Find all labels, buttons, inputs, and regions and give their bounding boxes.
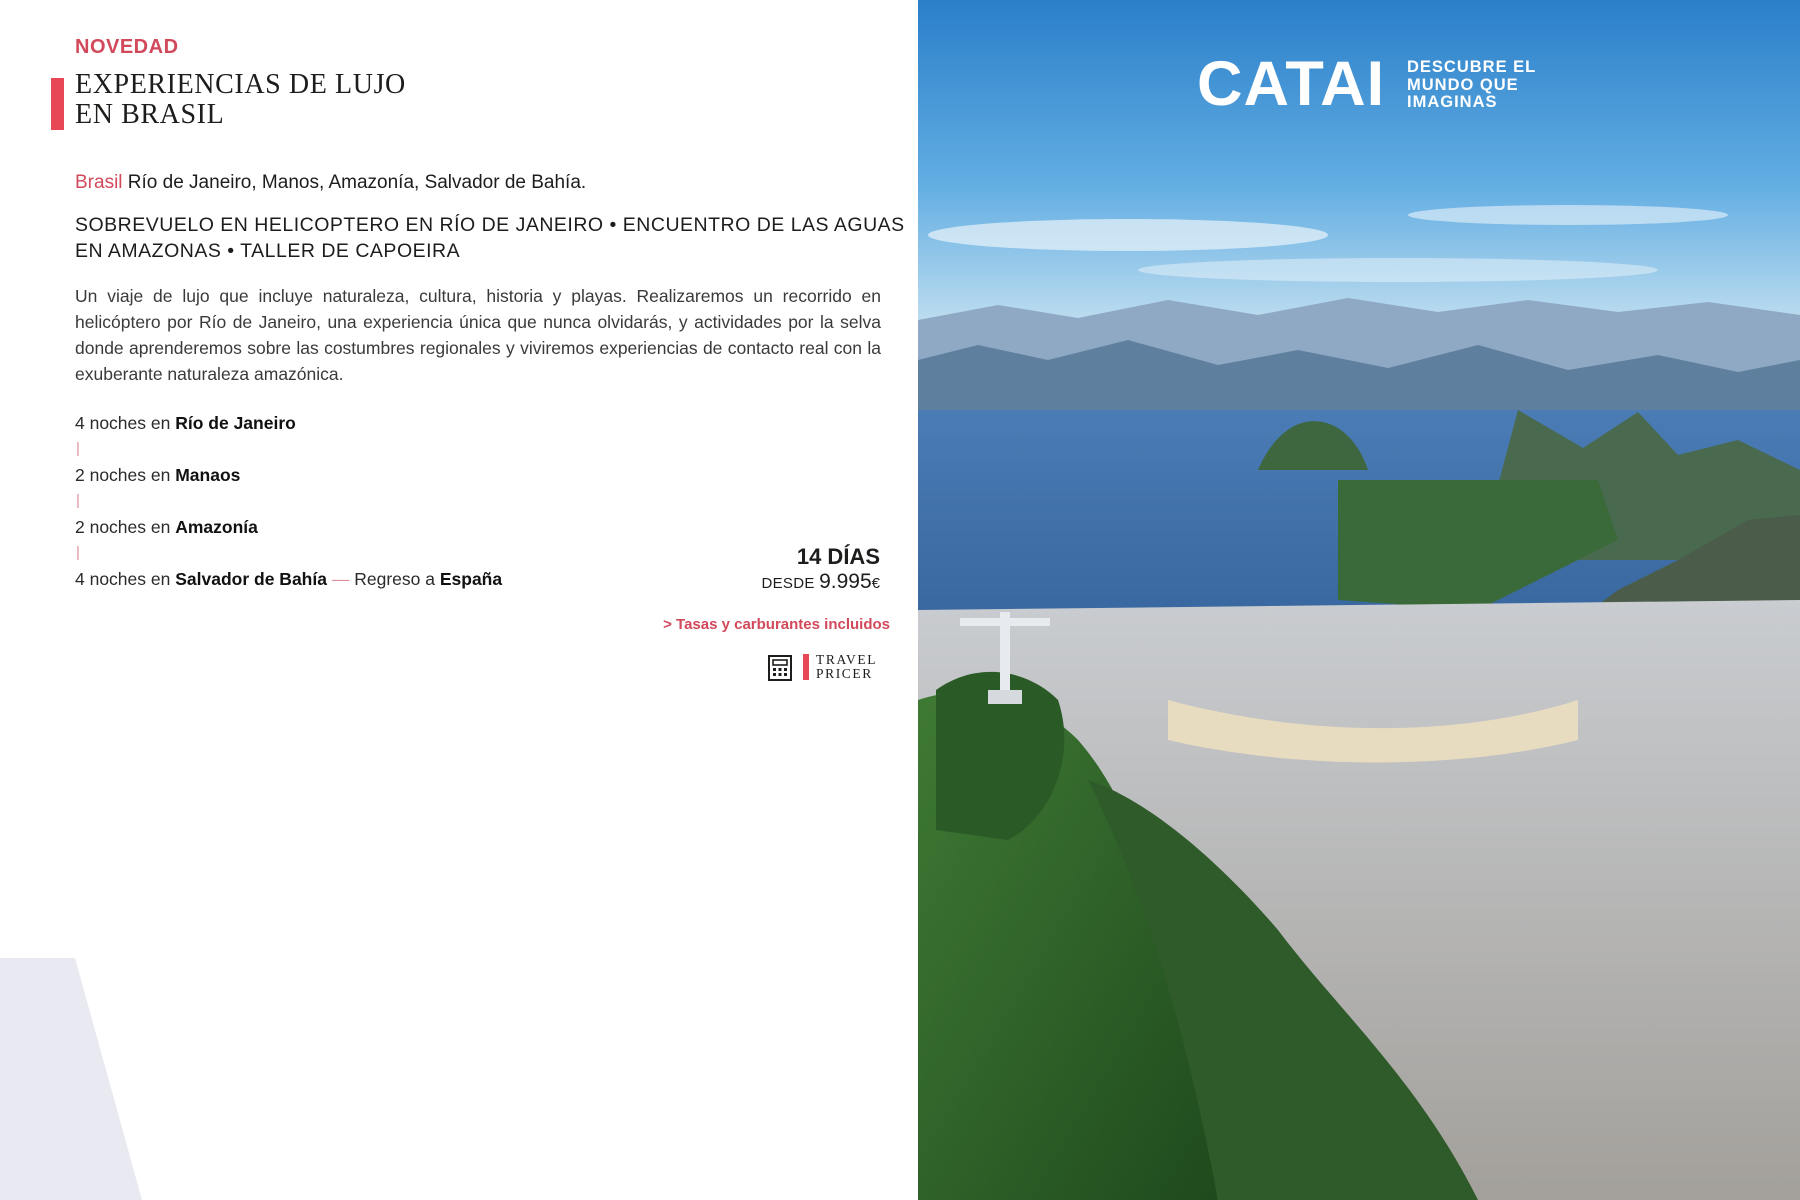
itinerary-stop	[75, 514, 502, 540]
description: Un viaje de lujo que incluye naturaleza, cultura, historia y playas. Realizaremos un recorrido en helicóptero por Río de Janeiro, una experiencia única que nunca olvidarás, y actividades por la selva donde aprenderemos sobre las costumbres regionales y viviremos experiencias de contacto real con la exuberante naturaleza amazónica.	[75, 286, 881, 384]
route-country: Brasil	[75, 172, 123, 193]
brand-name: CATAI	[1197, 49, 1386, 119]
stop-nights: 4 noches en	[75, 569, 171, 589]
price-from-label: DESDE	[761, 575, 815, 592]
route-cities: Río de Janeiro, Manos, Amazonía, Salvador de Bahía.	[127, 172, 587, 193]
return-label: Regreso a	[354, 569, 435, 589]
photo-illustration	[918, 0, 1800, 1200]
travel-pricer-button[interactable]	[768, 652, 880, 682]
stop-nights: 2 noches en	[75, 517, 171, 537]
brand-tagline-line-2: MUNDO QUE	[1407, 75, 1519, 94]
highlight-line-2: EN AMAZONAS • TALLER DE CAPOEIRA	[75, 240, 461, 262]
itinerary-separator: |	[76, 492, 80, 509]
pricer-line-2: PRICER	[816, 666, 873, 681]
brand-tagline-line-1: DESCUBRE EL	[1407, 58, 1537, 76]
page-title	[75, 70, 406, 130]
itinerary-stop	[75, 566, 502, 592]
return-place: España	[439, 569, 503, 589]
stop-place: Salvador de Bahía	[175, 569, 327, 589]
title-line-1: EXPERIENCIAS DE LUJO	[75, 69, 406, 100]
itinerary-stop	[75, 410, 502, 436]
rio-de-janeiro-aerial-photo	[918, 0, 1800, 1200]
pricer-accent-bar	[803, 654, 809, 680]
itinerary-separator: |	[76, 544, 80, 561]
route-line	[75, 172, 586, 194]
stop-place: Manaos	[175, 465, 241, 485]
price-currency: €	[871, 575, 880, 592]
return-dash: —	[331, 569, 350, 589]
price-value: 9.995	[819, 570, 872, 593]
price-line	[761, 570, 880, 594]
taxes-note-link[interactable]: > Tasas y carburantes incluidos	[663, 616, 890, 633]
calculator-icon	[768, 655, 792, 681]
title-accent-bar	[51, 78, 64, 130]
kicker-label: NOVEDAD	[75, 36, 179, 58]
itinerary-separator: |	[76, 440, 80, 457]
stop-place: Río de Janeiro	[175, 413, 296, 433]
stop-nights: 4 noches en	[75, 413, 171, 433]
highlight-line-1: SOBREVUELO EN HELICOPTERO EN RÍO DE JANEIRO • ENCUENTRO DE LAS AGUAS	[75, 214, 905, 236]
pricer-line-1: TRAVEL	[816, 652, 878, 667]
itinerary	[75, 410, 502, 592]
trip-duration: 14 DÍAS	[796, 544, 880, 569]
stop-place: Amazonía	[175, 517, 258, 537]
catai-logo	[1197, 49, 1537, 119]
itinerary-stop	[75, 462, 502, 488]
title-line-2: EN BRASIL	[75, 99, 225, 130]
brand-tagline	[1407, 59, 1536, 112]
brand-tagline-line-3: IMAGINAS	[1407, 93, 1498, 111]
stop-nights: 2 noches en	[75, 465, 171, 485]
highlights	[75, 212, 905, 264]
pricer-label	[816, 653, 877, 681]
